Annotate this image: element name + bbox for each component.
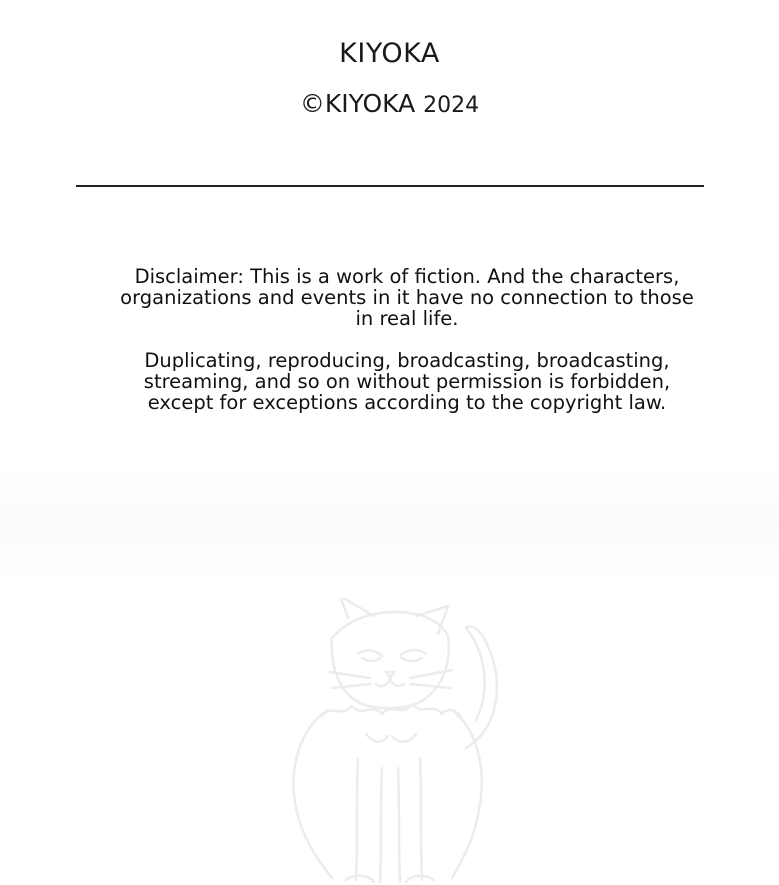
copyright-year: 2024 — [423, 93, 480, 118]
copyright-line — [0, 89, 779, 118]
copyright-name: ©KIYOKA — [299, 89, 416, 118]
duplication-notice-text: Duplicating, reproducing, broadcasting, broadcasting, streaming, and so on without permission is forbidden, except for exceptions according to the copyright law. — [143, 349, 671, 414]
cat-mascot-icon — [270, 598, 510, 885]
divider-line — [76, 185, 704, 187]
author-name: KIYOKA — [339, 38, 440, 69]
background-fade — [0, 470, 779, 580]
disclaimer-text: Disclaimer: This is a work of fiction. And the characters, organizations and events in it have no connection to those in real life. — [120, 265, 694, 330]
